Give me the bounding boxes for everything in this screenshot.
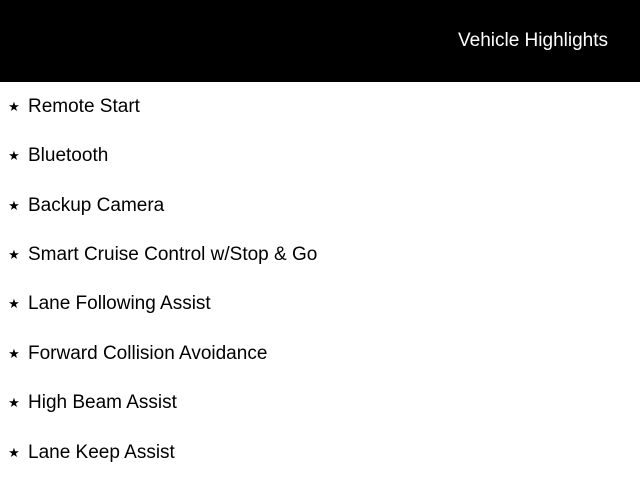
highlight-label: Smart Cruise Control w/Stop & Go: [28, 244, 318, 265]
star-icon: ★: [8, 296, 20, 311]
star-icon: ★: [8, 198, 20, 213]
highlight-label: Forward Collision Avoidance: [28, 343, 268, 364]
list-item: [6, 94, 140, 120]
list-item: [6, 242, 317, 268]
star-icon: ★: [8, 247, 20, 262]
list-item: [6, 341, 267, 367]
star-icon: ★: [8, 395, 20, 410]
highlight-label: High Beam Assist: [28, 392, 177, 413]
header-bar: [0, 0, 640, 82]
page-title: Vehicle Highlights: [458, 30, 608, 51]
star-icon: ★: [8, 99, 20, 114]
list-item: [6, 291, 211, 317]
highlight-label: Bluetooth: [28, 145, 109, 166]
list-item: [6, 390, 177, 416]
star-icon: ★: [8, 148, 20, 163]
star-icon: ★: [8, 346, 20, 361]
star-icon: ★: [8, 445, 20, 460]
highlight-label: Lane Following Assist: [28, 293, 211, 314]
highlight-label: Remote Start: [28, 96, 140, 117]
list-item: [6, 193, 164, 219]
list-item: [6, 143, 108, 169]
list-item: [6, 440, 175, 466]
highlight-label: Backup Camera: [28, 195, 165, 216]
highlight-label: Lane Keep Assist: [28, 442, 175, 463]
